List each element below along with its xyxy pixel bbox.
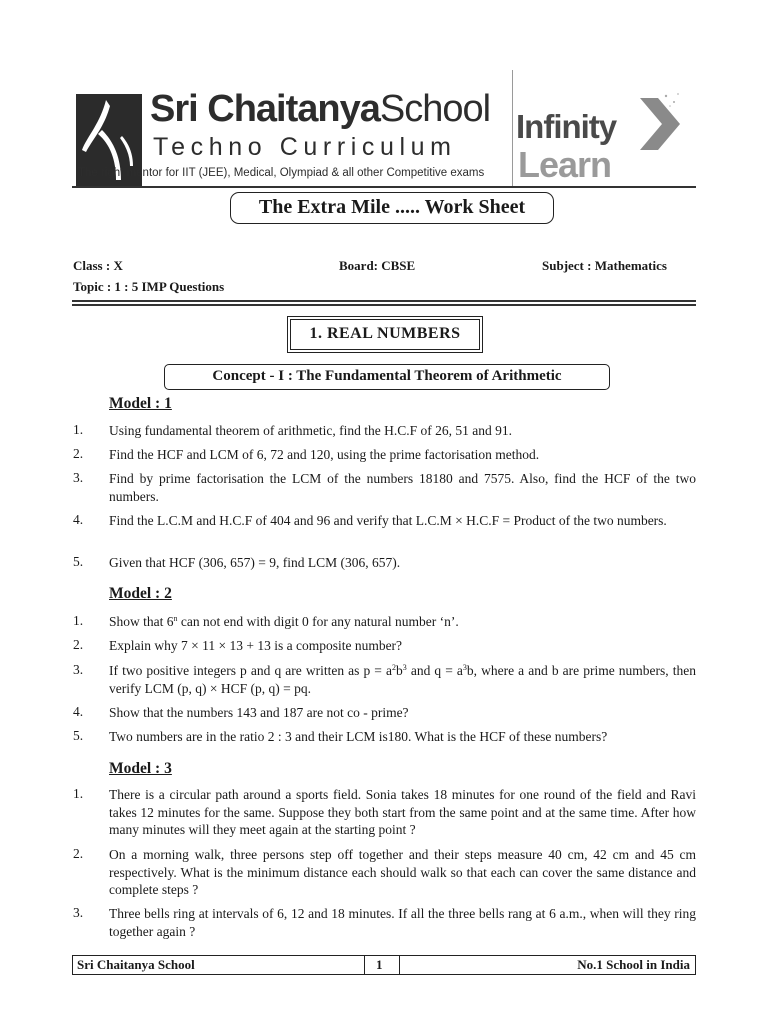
footer-divider (399, 956, 400, 974)
school-name-bold: Sri Chaitanya (150, 88, 380, 130)
board-label: Board: CBSE (339, 258, 416, 273)
meta-rule-bottom (72, 304, 696, 306)
question-text: There is a circular path around a sports field. Sonia takes 18 minutes for one round of the field and Ravi takes 12 minutes for the same. Suppose they both start from the same point and at the same time. After how many minutes will they meet again at the starting point ? (109, 787, 696, 837)
question-text: On a morning walk, three persons step off together and their steps measure 40 cm, 42 cm and 45 cm respectively. What is the minimum distance each should walk so that each can cover the same distance and complete steps ? (109, 847, 696, 897)
question-number: 3. (73, 470, 84, 485)
school-name-regular: School (379, 88, 491, 130)
question-text: If two positive integers p and q are written as $p = a^2b^3$ and $q = a^3b$, where a and b are prime numbers, then verify LCM (p, q) × HCF (p, q) = pq. (109, 663, 696, 696)
question-text: Two numbers are in the ratio 2 : 3 and their LCM is180. What is the HCF of these numbers? (109, 729, 608, 744)
question-text: Using fundamental theorem of arithmetic, find the H.C.F of 26, 51 and 91. (109, 423, 513, 438)
class-label: Class : X (73, 258, 123, 273)
partner-logo-line2: Learn (518, 144, 612, 185)
curriculum-label: Techno Curriculum (153, 133, 457, 161)
question-text: Given that HCF (306, 657) = 9, find LCM (306, 657). (109, 555, 401, 570)
question-number: 5. (73, 554, 84, 569)
header-rule (72, 186, 696, 188)
footer-slogan: No.1 School in India (577, 957, 690, 972)
question-number: 1. (73, 613, 84, 628)
model-heading: Model : 2 (109, 585, 172, 602)
subject-label: Subject : Mathematics (542, 258, 667, 273)
question-text: Three bells ring at intervals of 6, 12 and 18 minutes. If all the three bells rang at 6 a.m., when will they ring together again ? (109, 906, 696, 939)
page-footer (72, 955, 696, 975)
worksheet-title: The Extra Mile ..... Work Sheet (230, 192, 554, 224)
footer-divider (364, 956, 365, 974)
question-number: 2. (73, 637, 84, 652)
question-text: Find by prime factorisation the LCM of the numbers 18180 and 7575. Also, find the HCF of the two numbers. (109, 471, 696, 504)
question-number: 5. (73, 728, 84, 743)
footer-school-name: Sri Chaitanya School (77, 957, 195, 972)
footer-page-number: 1 (376, 957, 383, 972)
concept-title: Concept - I : The Fundamental Theorem of Arithmetic (164, 364, 610, 390)
question-number: 1. (73, 786, 84, 801)
chapter-title: 1. REAL NUMBERS (290, 319, 480, 350)
school-name (150, 88, 490, 131)
question-text: Find the HCF and LCM of 6, 72 and 120, using the prime factorisation method. (109, 447, 540, 462)
question-text: Find the L.C.M and H.C.F of 404 and 96 and verify that L.C.M × H.C.F = Product of the two numbers. (109, 513, 667, 528)
header-divider (512, 70, 513, 188)
question-text: Show that 6$^n$ can not end with digit 0 for any natural number ‘n’. (109, 614, 459, 629)
question-number: 3. (73, 905, 84, 920)
topic-label: Topic : 1 : 5 IMP Questions (73, 279, 225, 294)
school-tagline: The right mentor for IIT (JEE), Medical, Olympiad & all other Competitive exams (78, 167, 485, 179)
question-number: 2. (73, 846, 84, 861)
meta-rule-top (72, 300, 696, 302)
question-text: Explain why 7 × 11 × 13 + 13 is a composite number? (109, 638, 403, 653)
question-number: 4. (73, 704, 84, 719)
model-heading: Model : 1 (109, 395, 172, 412)
partner-chevron-icon (636, 92, 684, 156)
chapter-box (287, 316, 483, 353)
question-number: 4. (73, 512, 84, 527)
question-number: 3. (73, 662, 84, 677)
question-number: 2. (73, 446, 84, 461)
partner-logo-line1: Infinity (516, 108, 617, 145)
model-heading: Model : 3 (109, 760, 172, 777)
question-number: 1. (73, 422, 84, 437)
question-text: Show that the numbers 143 and 187 are not co - prime? (109, 705, 409, 720)
